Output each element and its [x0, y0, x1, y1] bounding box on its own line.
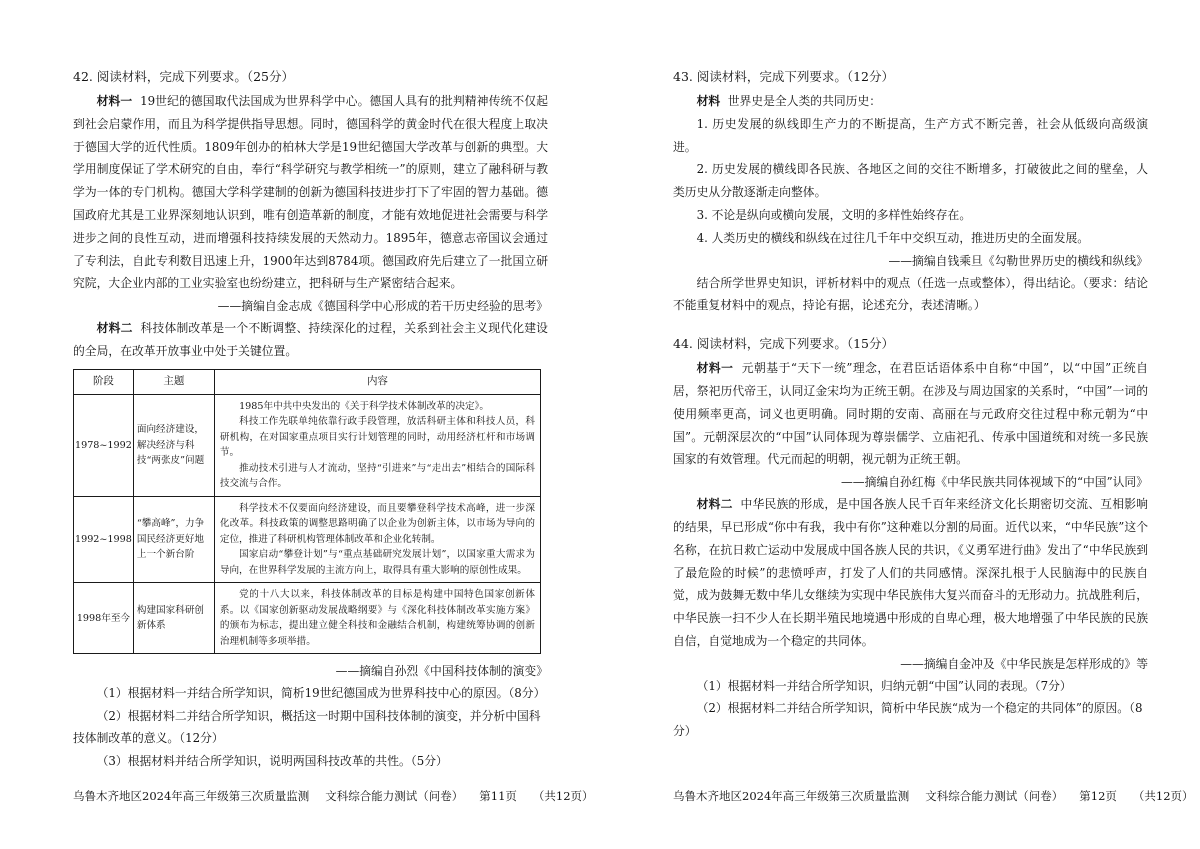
q43-point: 2. 历史发展的横线即各民族、各地区之间的交往不断增多，打破彼此之间的壁垒，人类历史从分散逐渐走向整体。 — [673, 162, 1148, 200]
content-line: 党的十八大以来，科技体制改革的目标是构建中国特色国家创新体系。以《国家创新驱动发展战略纲要》与《深化科技体制改革实施方案》的颁布为标志，提出建立健全科技和金融结合机制，构建统筹协调的创新治理机制等多项举措。 — [219, 589, 535, 647]
q44-material-2 — [673, 493, 1148, 653]
table-header-theme: 主题 — [133, 369, 214, 394]
right-page-footer — [673, 788, 1194, 804]
table-cell-theme: 构建国家科研创新体系 — [133, 583, 214, 654]
q42-material-1-source: ——摘编自金志成《德国科学中心形成的若干历史经验的思考》 — [217, 299, 548, 314]
table-cell-theme: “攀高峰”，力争国民经济更好地上一个新台阶 — [133, 496, 214, 583]
footer-page-total: （共12页） — [1132, 789, 1194, 803]
material-intro: 世界史是全人类的共同历史： — [727, 94, 882, 108]
q42-material-1 — [73, 90, 548, 295]
footer-exam: 文科综合能力测试（问卷） — [925, 789, 1064, 803]
table-header-content: 内容 — [214, 369, 540, 394]
content-line: 国家启动“攀登计划”与“重点基础研究发展计划”，以国家重大需求为导向，在世界科学发展的主流方向上，取得具有重大影响的原创性成果。 — [219, 549, 535, 576]
content-line: 科学技术不仅要面向经济建设，而且要攀登科学技术高峰，进一步深化改革。科技政策的调整思路明确了以企业为创新主体，以市场为导向的定位，推进了科研机构管理体制改革和企业化转制。 — [219, 502, 535, 545]
material-label: 材料二 — [696, 497, 733, 512]
table-row — [74, 394, 541, 496]
material-label: 材料一 — [96, 94, 133, 108]
q42-subquestion-1: （1）根据材料一并结合所学知识，简析19世纪德国成为世界科技中心的原因。（8分） — [96, 686, 546, 701]
right-page — [600, 0, 1200, 849]
reform-table — [73, 369, 541, 655]
left-page-footer — [73, 788, 594, 804]
footer-region: 乌鲁木齐地区2024年高三年级第三次质量监测 — [673, 789, 910, 803]
q44-material-1 — [673, 357, 1148, 471]
q43-task: 结合所学世界史知识，评析材料中的观点（任选一点或整体），得出结论。（要求：结论不能重复材料中的观点，持论有据，论述充分，表述清晰。） — [673, 275, 1148, 313]
table-cell-theme: 面向经济建设，解决经济与科技“两张皮”问题 — [133, 394, 214, 496]
q43-point: 1. 历史发展的纵线即生产力的不断提高，生产方式不断完善，社会从低级向高级演进。 — [673, 116, 1148, 154]
table-cell-content — [214, 583, 540, 654]
question-43-heading: 43. 阅读材料，完成下列要求。（12分） — [673, 69, 895, 84]
table-row — [74, 583, 541, 654]
footer-page-number: 第11页 — [479, 789, 517, 803]
table-cell-content — [214, 394, 540, 496]
q42-material-2-source: ——摘编自孙烈《中国科技体制的演变》 — [335, 664, 548, 679]
table-header-row — [74, 369, 541, 394]
q43-material-source: ——摘编自钱乘旦《勾勒世界历史的横线和纵线》 — [888, 253, 1148, 268]
footer-page-number: 第12页 — [1079, 789, 1117, 803]
material-label: 材料一 — [696, 361, 734, 376]
material-text: 科技体制改革是一个不断调整、持续深化的过程，关系到社会主义现代化建设的全局，在改革开放事业中处于关键位置。 — [73, 321, 548, 358]
question-42-heading: 42. 阅读材料，完成下列要求。（25分） — [73, 69, 295, 84]
q44-subquestion-1: （1）根据材料一并结合所学知识，归纳元朝“中国”认同的表现。（7分） — [696, 678, 1072, 693]
q44-material-2-source: ——摘编自金冲及《中华民族是怎样形成的》等 — [900, 656, 1148, 671]
q43-point: 3. 不论是纵向或横向发展，文明的多样性始终存在。 — [696, 207, 972, 222]
table-cell-stage: 1992~1998 — [74, 496, 134, 583]
content-line: 推动技术引进与人才流动，坚持“引进来”与“走出去”相结合的国际科技交流与合作。 — [219, 462, 535, 490]
q44-subquestion-2: （2）根据材料二并结合所学知识，简析中华民族“成为一个稳定的共同体”的原因。（8分） — [673, 701, 1143, 738]
q44-material-1-source: ——摘编自孙红梅《中华民族共同体视域下的“中国”认同》 — [841, 475, 1148, 490]
material-text: 中华民族的形成，是中国各族人民千百年来经济文化长期密切交流、互相影响的结果，早已形成“你中有我，我中有你”这种难以分割的局面。近代以来，“中华民族”这个名称，在抗日救亡运动中发展成中国各族人民的共识，《义勇军进行曲》发出了“中华民族到了最危险的时候”的悲愤呼声，打发了人们的共同感情。深深扎根于人民脑海中的民族自觉，成为鼓舞无数中华儿女继续为实现中华民族伟大复兴而奋斗的无形动力。抗战胜利后，中华民族一扫不少人在长期半殖民地境遇中形成的自卑心理，极大地增强了中华民族的民族自信，自觉地成为一个稳定的共同体。 — [673, 497, 1148, 648]
material-label: 材料 — [696, 94, 721, 108]
q42-subquestion-2: （2）根据材料二并结合所学知识，概括这一时期中国科技体制的演变，并分析中国科技体制改革的意义。（12分） — [73, 708, 541, 746]
material-text: 元朝基于“天下一统”理念，在君臣话语体系中自称“中国”，以“中国”正统自居，祭祀历代帝王，认同辽金宋均为正统王朝。在涉及与周边国家的关系时，“中国”一词的使用频率更高，词义也更明确。同时期的安南、高丽在与元政府交往过程中称元朝为“中国”。元朝深层次的“中国”认同体现为尊崇儒学、立庙祀孔、传承中国道统和对统一多民族国家的有效管理。代元而起的明朝，视元朝为正统王朝。 — [673, 361, 1148, 467]
content-line: 科技工作先联单纯依靠行政手段管理，放活科研主体和科技人员，科研机构，在对国家重点项目实行计划管理的同时，动用经济杠杆和市场调节。 — [219, 416, 535, 459]
footer-exam: 文科综合能力测试（问卷） — [325, 789, 464, 803]
q43-material — [673, 90, 1148, 113]
material-label: 材料二 — [96, 321, 133, 336]
footer-page-total: （共12页） — [532, 789, 594, 803]
q43-point: 4. 人类历史的横线和纵线在过往几千年中交织互动，推进历史的全面发展。 — [696, 230, 1090, 245]
table-cell-content — [214, 496, 540, 583]
content-line: 1985年中共中央发出的《关于科学技术体制改革的决定》。 — [239, 400, 489, 412]
table-row — [74, 496, 541, 583]
q42-material-2 — [73, 317, 548, 363]
q42-subquestion-3: （3）根据材料并结合所学知识，说明两国科技改革的共性。（5分） — [96, 753, 448, 768]
table-cell-stage: 1998年至今 — [74, 583, 134, 654]
table-cell-stage: 1978~1992 — [74, 394, 134, 496]
table-header-stage: 阶段 — [74, 369, 134, 394]
footer-region: 乌鲁木齐地区2024年高三年级第三次质量监测 — [73, 789, 310, 803]
material-text: 19世纪的德国取代法国成为世界科学中心。德国人具有的批判精神传统不仅起到社会启蒙作用，而且为科学提供指导思想。同时，德国科学的黄金时代在很大程度上取决于德国大学的近代性质。1809年创办的柏林大学是19世纪德国大学改革与创新的典型。大学用制度保证了学术研究的自由，奉行“科学研究与教学相统一”的原则，建立了融科研与教学为一体的专门机构。德国大学科学建制的创新为德国科技进步打下了牢固的智力基础。德国政府尤其是工业界深刻地认识到，唯有创造革新的制度，才能有效地促进社会需要与科学进步之间的良性互动，进而增强科技持续发展的天然动力。1895年，德意志帝国议会通过了专利法，自此专利数目迅速上升，1900年达到8784项。德国政府先后建立了一批国立研究院，大企业内部的工业实验室也纷纷建立，把科研与生产紧密结合起来。 — [73, 94, 549, 291]
question-44-heading: 44. 阅读材料，完成下列要求。（15分） — [673, 336, 895, 352]
